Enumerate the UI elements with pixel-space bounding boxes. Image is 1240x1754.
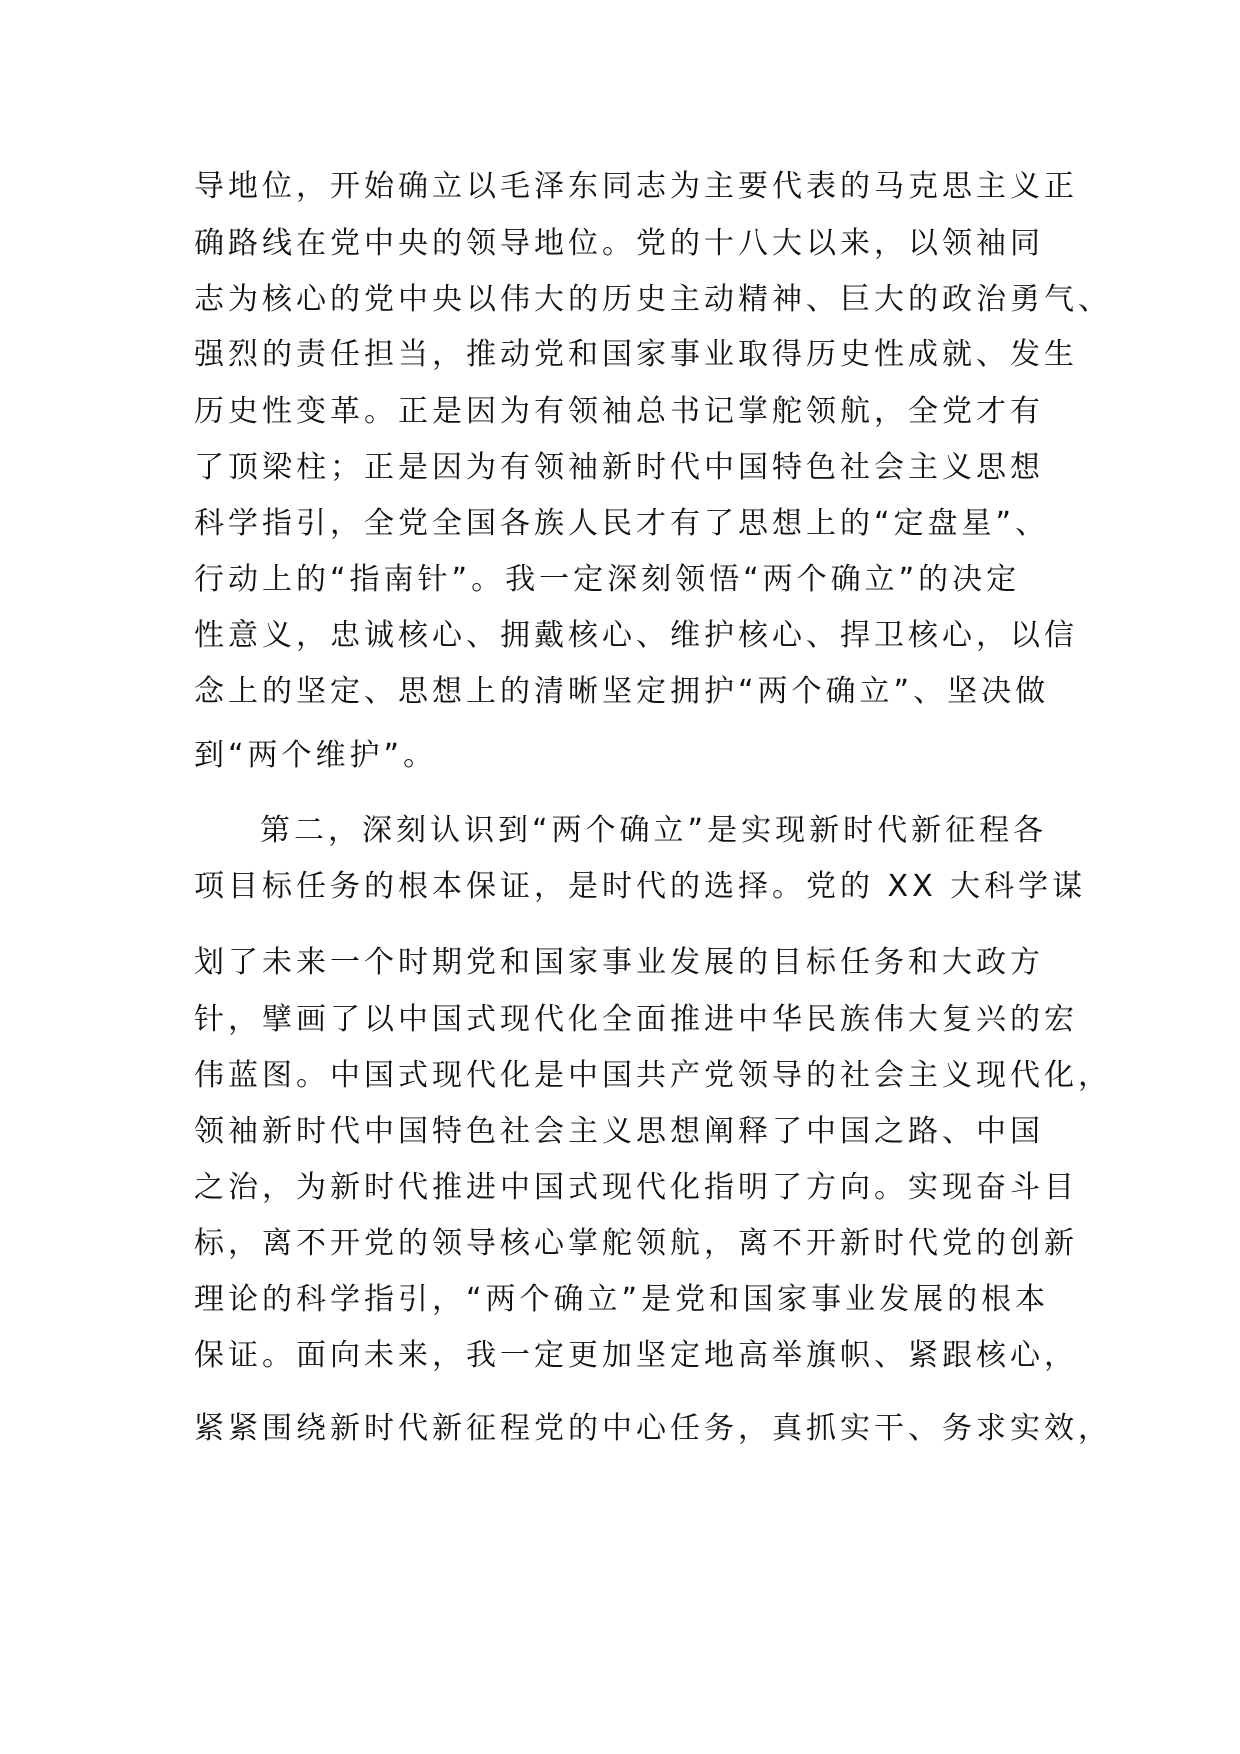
text-line: 划了未来一个时期党和国家事业发展的目标任务和大政方 <box>194 945 1044 980</box>
text-line: 针，擘画了以中国式现代化全面推进中华民族伟大复兴的宏 <box>194 1002 1078 1037</box>
text-line: 了顶梁柱；正是因为有领袖新时代中国特色社会主义思想 <box>194 450 1044 485</box>
text-line: 强烈的责任担当，推动党和国家事业取得历史性成就、发生 <box>194 337 1078 372</box>
text-line: 理论的科学指引，“两个确立”是党和国家事业发展的根本 <box>194 1282 1050 1317</box>
text-line: 标，离不开党的领导核心掌舵领航，离不开新时代党的创新 <box>194 1226 1078 1261</box>
text-line: 历史性变革。正是因为有领袖总书记掌舵领航，全党才有 <box>194 394 1044 429</box>
text-line: 确路线在党中央的领导地位。党的十八大以来，以领袖同 <box>194 226 1044 261</box>
paragraph-first-line: 第二，深刻认识到“两个确立”是实现新时代新征程各 <box>260 813 1048 848</box>
text-line: 性意义，忠诚核心、拥戴核心、维护核心、捍卫核心，以信 <box>194 618 1078 653</box>
text-line: 领袖新时代中国特色社会主义思想阐释了中国之路、中国 <box>194 1114 1044 1149</box>
text-line: 导地位，开始确立以毛泽东同志为主要代表的马克思主义正 <box>194 169 1078 204</box>
text-line: 伟蓝图。中国式现代化是中国共产党领导的社会主义现代化， <box>194 1058 1112 1093</box>
text-line: 之治，为新时代推进中国式现代化指明了方向。实现奋斗目 <box>194 1170 1078 1205</box>
text-line: 到“两个维护”。 <box>194 738 438 773</box>
text-line: 保证。面向未来，我一定更加坚定地高举旗帜、紧跟核心， <box>194 1338 1078 1373</box>
text-line: 紧紧围绕新时代新征程党的中心任务，真抓实干、务求实效， <box>194 1411 1112 1446</box>
text-line: 行动上的“指南针”。我一定深刻领悟“两个确立”的决定 <box>194 562 1021 597</box>
text-line: 科学指引，全党全国各族人民才有了思想上的“定盘星”、 <box>194 506 1050 541</box>
text-line: 项目标任务的根本保证，是时代的选择。党的 XX 大科学谋 <box>194 869 1087 904</box>
text-line: 志为核心的党中央以伟大的历史主动精神、巨大的政治勇气、 <box>194 282 1112 317</box>
text-line: 念上的坚定、思想上的清晰坚定拥护“两个确立”、坚决做 <box>194 674 1050 709</box>
